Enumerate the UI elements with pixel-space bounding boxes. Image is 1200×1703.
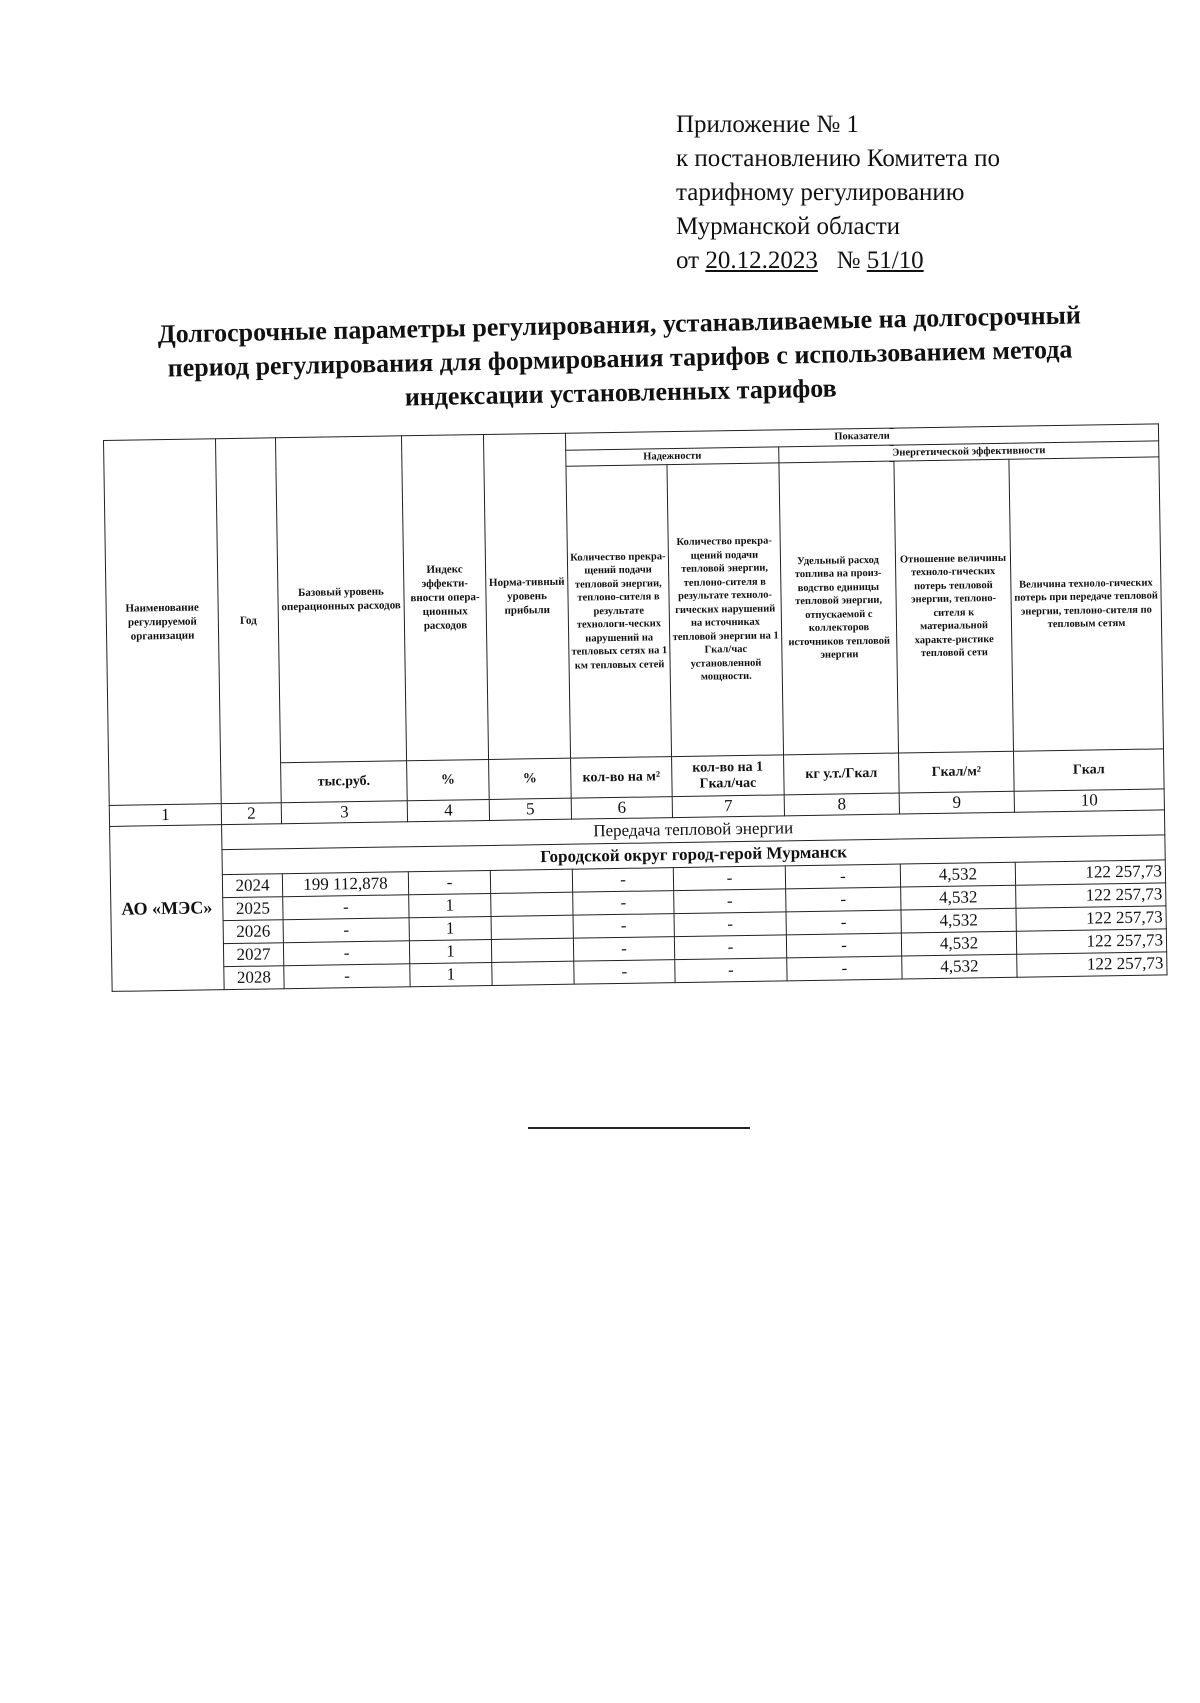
document-title: Долгосрочные параметры регулирования, устанавливаемые на долгосрочный период регулирования для формирования тарифов с использованием метода индексации установленных тарифов <box>157 300 1082 412</box>
header-source-outages: Количество прекра-щений подачи тепловой энергии, теплоно-сителя в результате техноло-гических нарушений на источниках тепловой энергии на 1 Гкал/час установленной мощности. <box>667 463 784 757</box>
appendix-line-4: Мурманской области <box>676 213 901 240</box>
loss-ratio-cell: 4,532 <box>901 931 1016 956</box>
header-fuel-consumption: Удельный расход топлива на произ-водство единицы тепловой энергии, отпускаемой с коллекторов источников тепловой энергии <box>779 461 899 755</box>
column-number: 9 <box>899 791 1014 814</box>
unit-base-opex: тыс.руб. <box>281 761 408 803</box>
year-cell: 2026 <box>223 920 283 944</box>
header-profit-level: Норма-тивный уровень прибыли <box>483 433 570 759</box>
base-opex-cell: - <box>283 895 409 920</box>
header-network-outages: Количество прекра-щений подачи тепловой энергии, теплоно-сителя в результате технологи-ческих нарушений на тепловых сетях на 1 км тепловых сетей <box>566 465 672 759</box>
base-opex-cell: - <box>283 918 409 943</box>
unit-fuel-consumption: кг у.т./Гкал <box>784 753 900 795</box>
appendix-line-2: к постановлению Комитета по <box>676 145 1001 172</box>
resolution-date: 20.12.2023 <box>705 247 818 274</box>
column-number: 1 <box>109 804 221 827</box>
loss-ratio-cell: 4,532 <box>902 954 1017 979</box>
network-outages-cell: - <box>573 914 674 939</box>
fuel-consumption-cell: - <box>786 910 901 935</box>
base-opex-cell: - <box>284 964 410 989</box>
profit-level-cell <box>491 892 573 916</box>
header-energy-efficiency: Энергетической эффективности <box>779 440 1159 462</box>
column-number: 2 <box>221 803 281 825</box>
profit-level-cell <box>491 915 573 939</box>
header-reliability: Надежности <box>566 446 779 466</box>
year-cell: 2025 <box>223 897 283 921</box>
column-number: 8 <box>784 793 899 816</box>
year-cell: 2028 <box>224 966 284 990</box>
fuel-consumption-cell: - <box>785 864 900 889</box>
network-outages-cell: - <box>574 960 675 985</box>
parameters-table-wrapper <box>103 423 1167 992</box>
column-number: 10 <box>1014 789 1164 812</box>
unit-tech-losses: Гкал <box>1014 749 1165 791</box>
header-efficiency-index: Индекс эффекти-вности опера-ционных расходов <box>401 435 488 761</box>
parameters-table <box>103 423 1168 992</box>
source-outages-cell: - <box>674 912 786 937</box>
efficiency-index-cell: - <box>408 870 490 894</box>
source-outages-cell: - <box>674 935 786 960</box>
appendix-line-3: тарифному регулированию <box>676 179 965 206</box>
column-number: 5 <box>489 798 571 820</box>
efficiency-index-cell: 1 <box>409 939 491 963</box>
loss-ratio-cell: 4,532 <box>901 885 1016 910</box>
tech-losses-cell: 122 257,73 <box>1016 883 1166 908</box>
column-number: 4 <box>407 799 489 821</box>
profit-level-cell <box>491 938 573 962</box>
year-cell: 2027 <box>223 943 283 967</box>
header-organization: Наименование регулируемой организации <box>104 439 222 806</box>
column-number: 7 <box>672 795 784 818</box>
base-opex-cell: 199 112,878 <box>282 872 408 897</box>
source-outages-cell: - <box>673 866 785 891</box>
unit-source-outages: кол-во на 1 Гкал/час <box>672 755 785 797</box>
fuel-consumption-cell: - <box>786 933 901 958</box>
date-prefix: от <box>676 247 700 274</box>
tech-losses-cell: 122 257,73 <box>1016 929 1166 954</box>
organization-name: АО «МЭС» <box>110 825 225 992</box>
unit-loss-ratio: Гкал/м² <box>899 751 1015 793</box>
tech-losses-cell: 122 257,73 <box>1015 860 1165 885</box>
column-number: 6 <box>571 797 672 820</box>
source-outages-cell: - <box>675 958 787 983</box>
number-prefix: № <box>836 247 861 274</box>
resolution-number: 51/10 <box>866 247 924 274</box>
network-outages-cell: - <box>572 868 673 893</box>
profit-level-cell <box>492 961 574 985</box>
network-outages-cell: - <box>573 891 674 916</box>
fuel-consumption-cell: - <box>787 956 902 981</box>
efficiency-index-cell: 1 <box>409 893 491 917</box>
network-outages-cell: - <box>573 937 674 962</box>
efficiency-index-cell: 1 <box>410 962 492 986</box>
end-separator-line <box>528 1127 750 1129</box>
tech-losses-cell: 122 257,73 <box>1017 952 1167 977</box>
unit-profit-level: % <box>489 758 572 799</box>
base-opex-cell: - <box>283 941 409 966</box>
appendix-header <box>676 108 1096 278</box>
header-base-opex: Базовый уровень операционных расходов <box>275 436 406 763</box>
unit-efficiency-index: % <box>407 759 490 800</box>
loss-ratio-cell: 4,532 <box>901 908 1016 933</box>
unit-network-outages: кол-во на м² <box>571 757 673 799</box>
fuel-consumption-cell: - <box>786 887 901 912</box>
subsection-title: Городской округ город-герой Мурманск <box>222 835 1165 875</box>
efficiency-index-cell: 1 <box>409 916 491 940</box>
year-cell: 2024 <box>222 874 282 898</box>
section-title: Передача тепловой энергии <box>222 810 1165 850</box>
header-tech-losses: Величина техноло-гических потерь при передаче тепловой энергии, теплоно-сителя по тепловым сетям <box>1009 457 1164 751</box>
appendix-date-line <box>676 244 1096 278</box>
header-year: Год <box>215 438 281 804</box>
profit-level-cell <box>490 869 572 893</box>
header-indicators: Показатели <box>565 424 1158 450</box>
source-outages-cell: - <box>674 889 786 914</box>
column-number: 3 <box>281 801 407 824</box>
header-loss-ratio: Отношение величины техноло-гических потерь тепловой энергии, теплоно-сителя к материальной характе-ристике тепловой сети <box>894 459 1014 753</box>
loss-ratio-cell: 4,532 <box>900 862 1015 887</box>
tech-losses-cell: 122 257,73 <box>1016 906 1166 931</box>
appendix-line-1: Приложение № 1 <box>676 111 860 138</box>
